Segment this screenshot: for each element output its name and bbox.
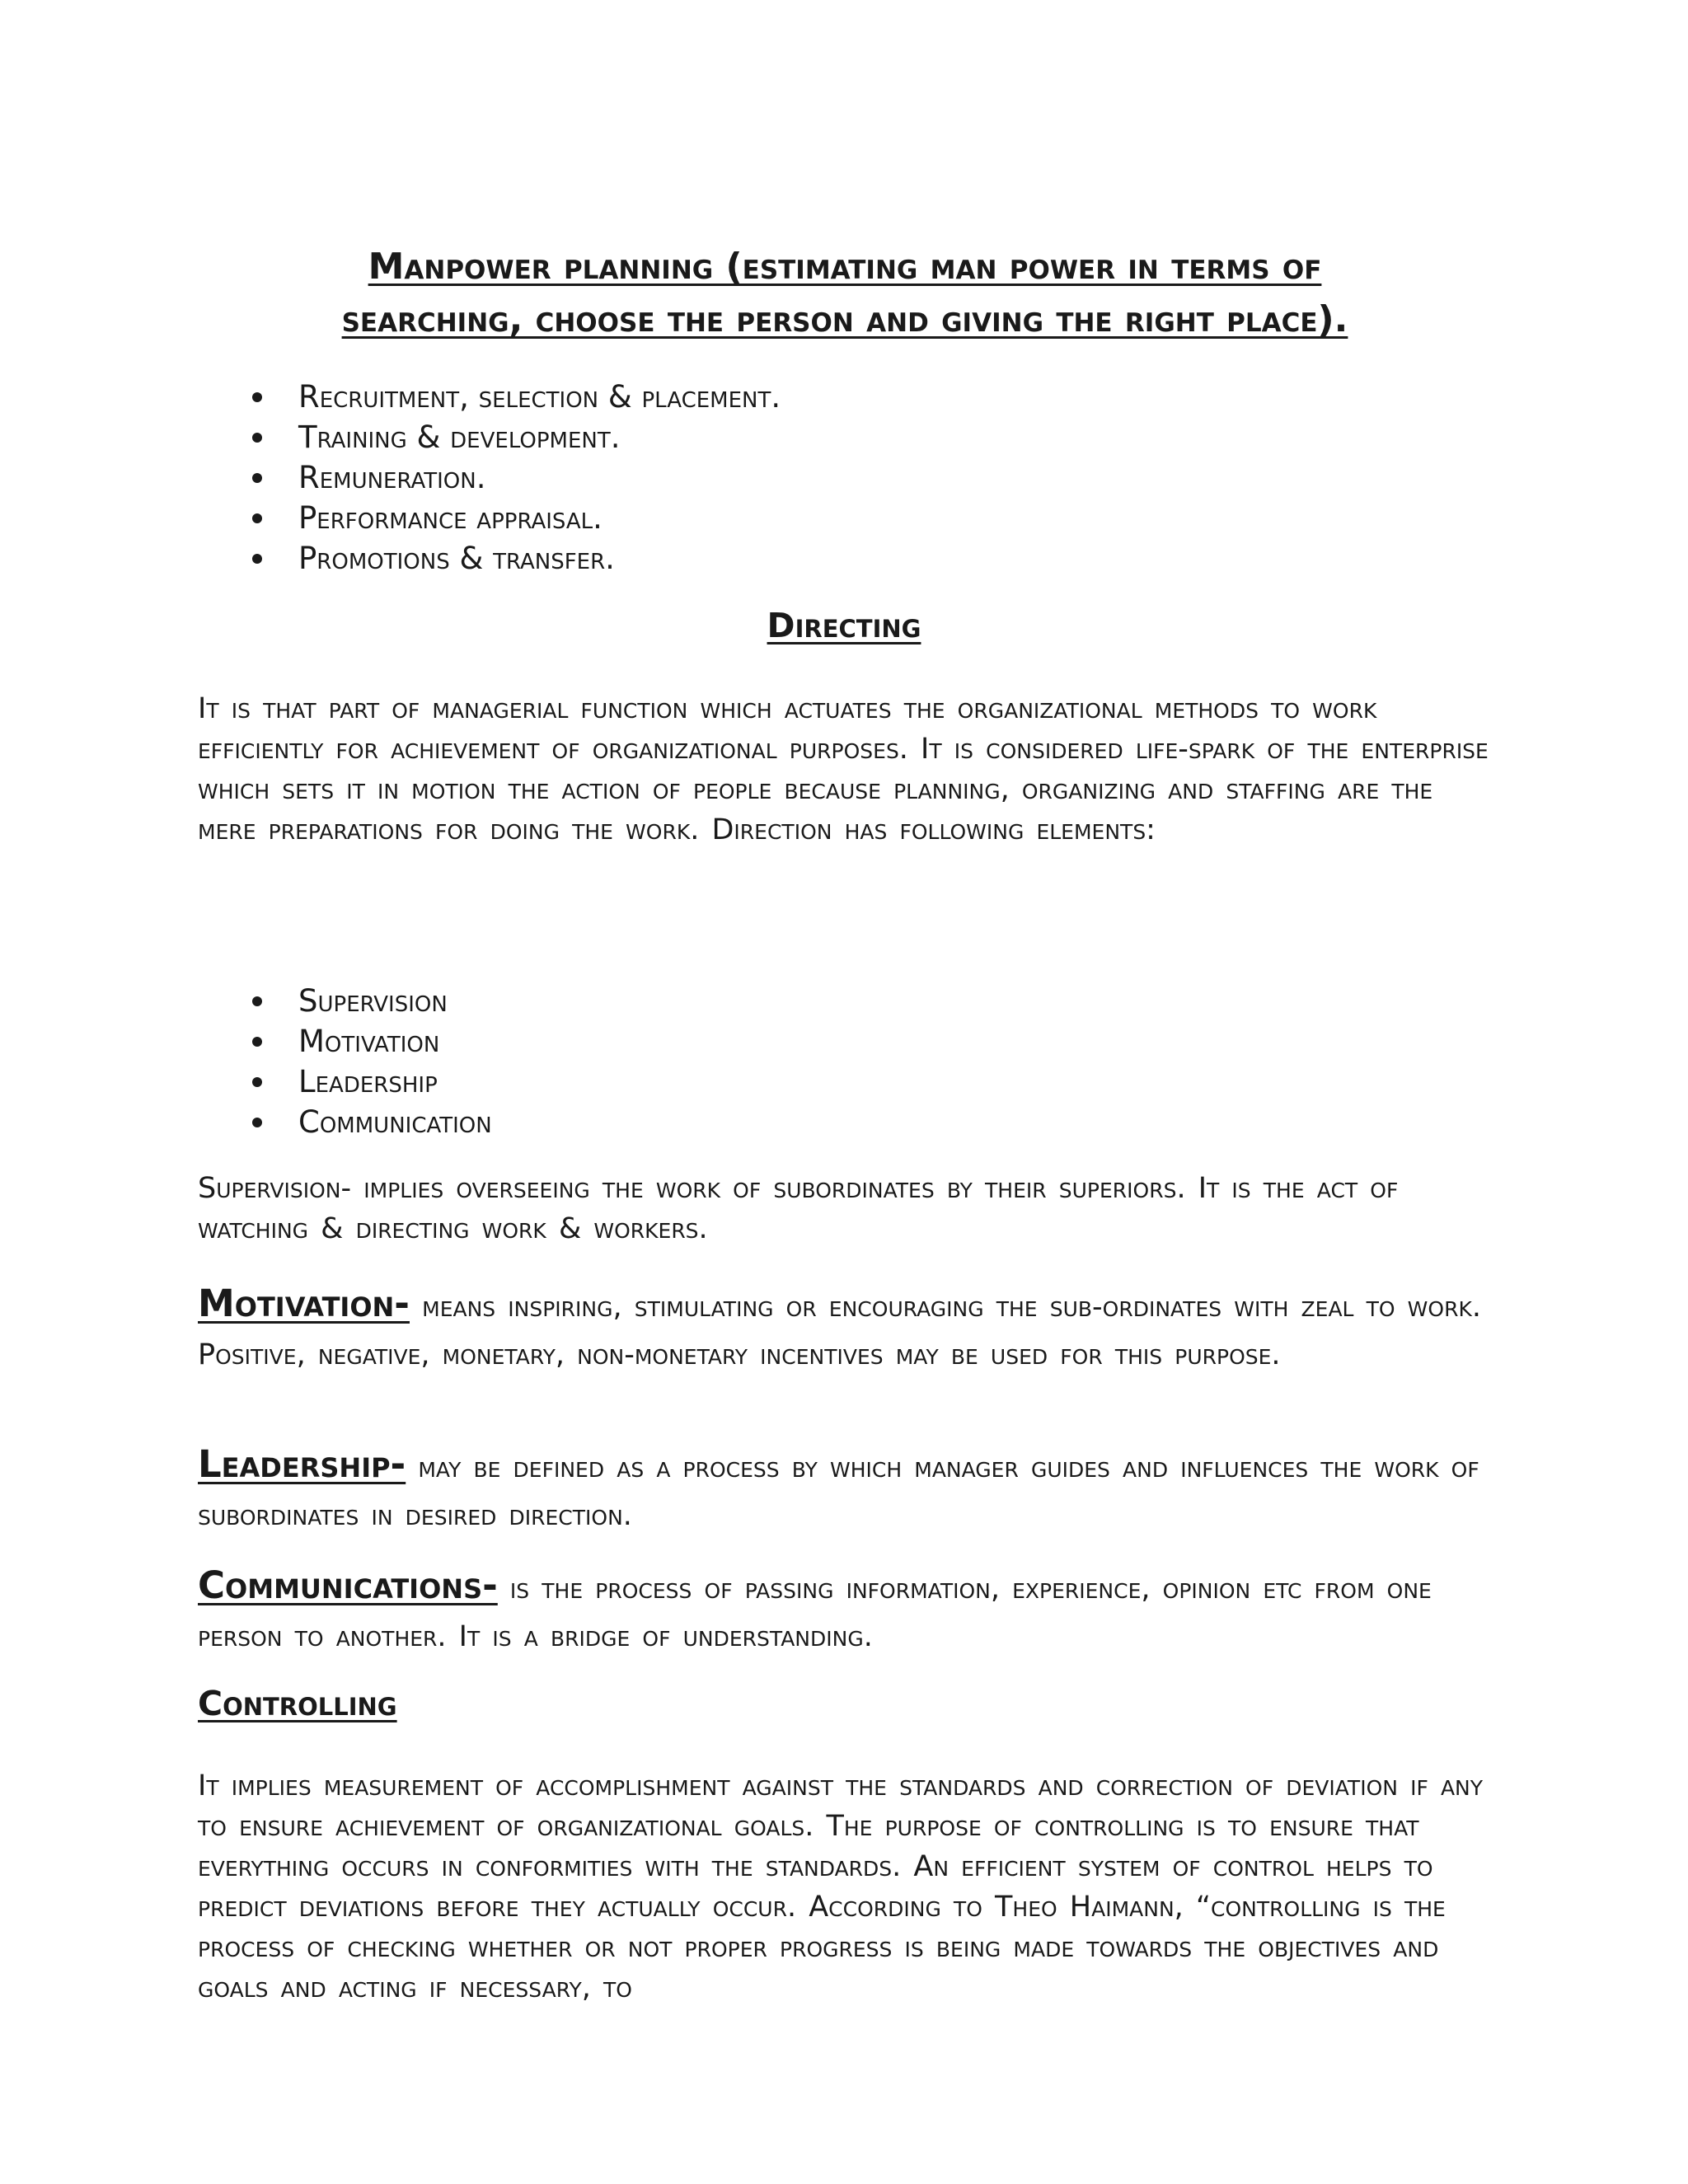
title-line-1: Manpower planning (estimating man power in terms of bbox=[368, 246, 1322, 288]
bullet-icon bbox=[252, 433, 262, 443]
motivation-label: Motivation- bbox=[198, 1282, 410, 1325]
list-item: Training & development. bbox=[247, 417, 781, 457]
supervision-text: implies overseeing the work of subordinates by their superiors. It is the act of watching & directing work & workers. bbox=[198, 1172, 1399, 1245]
controlling-paragraph: It implies measurement of accomplishment against the standards and correction of deviation if any to ensure achievement of organizational goals. The purpose of controlling is to ensure that everything occurs in conformities with the standards. An efficient system of control helps to predict deviations before they actually occur. According to Theo Haimann, “controlling is the process of checking whether or not proper progress is being made towards the objectives and goals and acting if necessary, to bbox=[198, 1769, 1484, 2004]
bullet-icon bbox=[252, 392, 262, 402]
communications-text: is the process of passing information, experience, opinion etc from one person to another. It is a bridge of understanding. bbox=[198, 1572, 1432, 1653]
directing-paragraph: It is that part of managerial function which actuates the organizational methods to work efficiently for achievement of organizational purposes. It is considered life-spark of the enterprise which sets it in motion the action of people because planning, organizing and staffing are the mere preparations for doing the work. Direction has following elements: bbox=[198, 692, 1489, 846]
list-item: Performance appraisal. bbox=[247, 498, 781, 538]
bullet-icon bbox=[252, 513, 262, 523]
supervision-label: Supervision- bbox=[198, 1172, 352, 1205]
leadership-label: Leadership- bbox=[198, 1442, 406, 1486]
list-item: Remuneration. bbox=[247, 457, 781, 498]
list-item: Motivation bbox=[247, 1021, 492, 1062]
bullet-icon bbox=[252, 554, 262, 564]
title-line-2: searching, choose the person and giving the right place). bbox=[341, 298, 1348, 340]
bullet-icon bbox=[252, 1037, 262, 1047]
list-item: Promotions & transfer. bbox=[247, 538, 781, 579]
list-item: Recruitment, selection & placement. bbox=[247, 377, 781, 417]
leadership-paragraph bbox=[198, 1441, 1492, 1540]
leadership-text: may be defined as a process by which manager guides and influences the work of subordinates in desired direction. bbox=[198, 1451, 1479, 1532]
bullet-icon bbox=[252, 473, 262, 483]
direction-elements-list bbox=[247, 981, 492, 1142]
bullet-icon bbox=[252, 996, 262, 1006]
list-item: Leadership bbox=[247, 1062, 492, 1102]
supervision-paragraph bbox=[198, 1169, 1492, 1249]
bullet-icon bbox=[252, 1077, 262, 1087]
communications-label: Communications- bbox=[198, 1563, 498, 1607]
controlling-heading: Controlling bbox=[198, 1684, 397, 1723]
motivation-paragraph bbox=[198, 1280, 1492, 1379]
list-item: Communication bbox=[247, 1102, 492, 1142]
communications-paragraph bbox=[198, 1562, 1492, 1661]
directing-heading: Directing bbox=[767, 606, 921, 645]
page-title bbox=[198, 241, 1492, 346]
motivation-text: means inspiring, stimulating or encouraging the sub-ordinates with zeal to work. Positive, negative, monetary, non-monetary incentives may be used for this purpose. bbox=[198, 1291, 1481, 1371]
manpower-list bbox=[247, 377, 781, 579]
list-item: Supervision bbox=[247, 981, 492, 1021]
bullet-icon bbox=[252, 1118, 262, 1127]
